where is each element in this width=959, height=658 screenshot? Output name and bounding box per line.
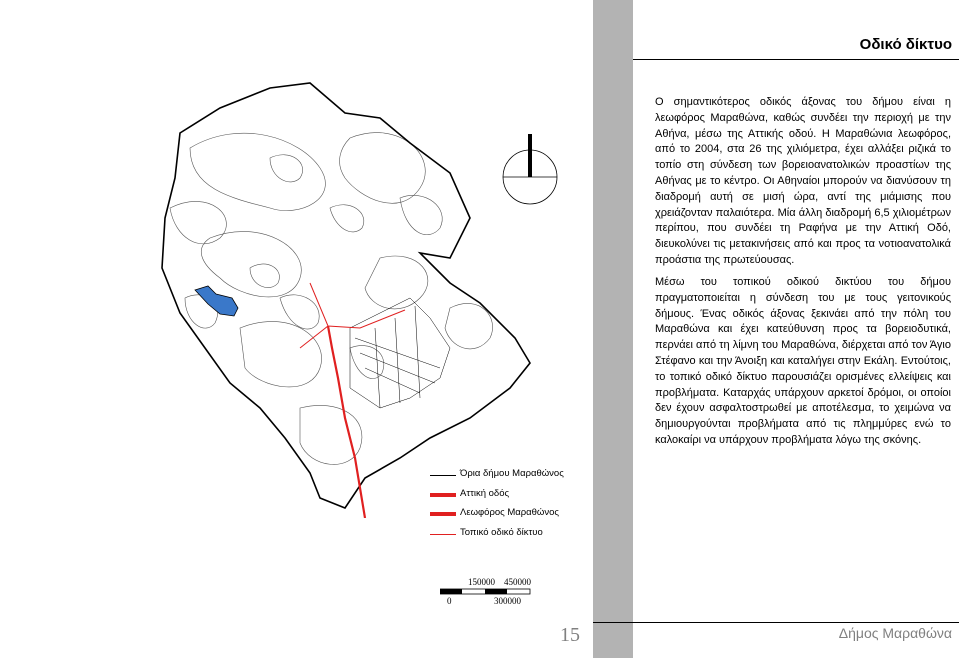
legend-swatch-marathonos-avenue — [430, 512, 456, 516]
legend-item — [430, 466, 590, 486]
legend-swatch-boundary — [430, 475, 456, 476]
page-number: 15 — [560, 624, 580, 646]
scale-label: 0 — [447, 596, 452, 606]
legend-label: Όρια δήμου Μαραθώνος — [460, 468, 564, 479]
marathon-lake — [195, 286, 238, 316]
urban-area — [350, 298, 450, 408]
local-road-network — [300, 283, 405, 348]
scale-bar-graphic — [440, 588, 540, 596]
section-title: Οδικό δίκτυο — [859, 36, 952, 53]
scale-bar — [440, 576, 600, 610]
paragraph-main-road: Ο σημαντικότερος οδικός άξονας του δήμου είναι η λεωφόρος Μαραθώνα, καθώς συνδέει την περιοχή με την Αθήνα, μέσω της Αττικής οδού. Η Μαραθώνια λεωφόρος, από το 2004, στα 26 της χιλιόμετρα, έχει αλλάξει ριζικά το τοπίο στη σύνδεση των βορειοανατολικών προαστίων της Αθήνας με το κέντρο. Οι Αθηναίοι μπορούν να διανύσουν τη διαδρομή αυτή σε μισή ώρα, αντί της μιάμισης που χρειάζονταν παλαιότερα. Μία άλλη διαδρομή 6,5 χιλιομέτρων περίπου, που συνδέει τη Ραφήνα με την Αττική Οδό, διευκολύνει τις μετακινήσεις από και προς τα νοτιοανατολικά προάστια της πρωτεύουσας. — [655, 96, 951, 266]
footer-divider — [593, 622, 959, 623]
legend-item — [430, 486, 590, 506]
marathonos-avenue — [328, 326, 365, 518]
scale-label: 450000 — [504, 577, 531, 587]
title-divider — [633, 59, 959, 60]
legend-item — [430, 525, 590, 545]
footer-title: Δήμος Μαραθώνα — [838, 625, 952, 641]
scale-label: 150000 — [468, 577, 495, 587]
legend-swatch-local-roads — [430, 534, 456, 535]
legend-item — [430, 505, 590, 525]
paragraph-local-network: Μέσω του τοπικού οδικού δικτύου του δήμου πραγματοποιείται η σύνδεση του με τους γειτονικούς δήμους. Ένας οδικός άξονας ξεκινάει από την πόλη του Μαραθώνα και έχει κατεύθυνση προς τα βορειοδυτικά, περνάει από τη λίμνη του Μαραθώνα, διέρχεται από τον Άγιο Στέφανο και την Άνοιξη και καταλήγει στην Εκάλη. Εντούτοις, το τοπικό οδικό δίκτυο παρουσιάζει ορισμένες ελλείψεις και προβλήματα. Καταρχάς υπάρχουν αρκετοί δρόμοι, οι οποίοι δεν έχουν ασφαλτοστρωθεί με αποτέλεσμα, το χειμώνα να δημιουργούνται προβλήματα από τις πλημμύρες ενώ το καλοκαίρι να υπάρχουν προβλήματα λόγω της σκόνης. — [655, 276, 951, 446]
map-legend — [430, 466, 590, 544]
north-arrow-icon — [502, 133, 558, 217]
legend-swatch-attiki-odos — [430, 493, 456, 497]
scale-label: 300000 — [494, 596, 521, 606]
legend-label: Αττική οδός — [460, 487, 510, 499]
legend-label: Τοπικό οδικό δίκτυο — [460, 526, 543, 538]
legend-label: Λεωφόρος Μαραθώνος — [460, 507, 559, 518]
